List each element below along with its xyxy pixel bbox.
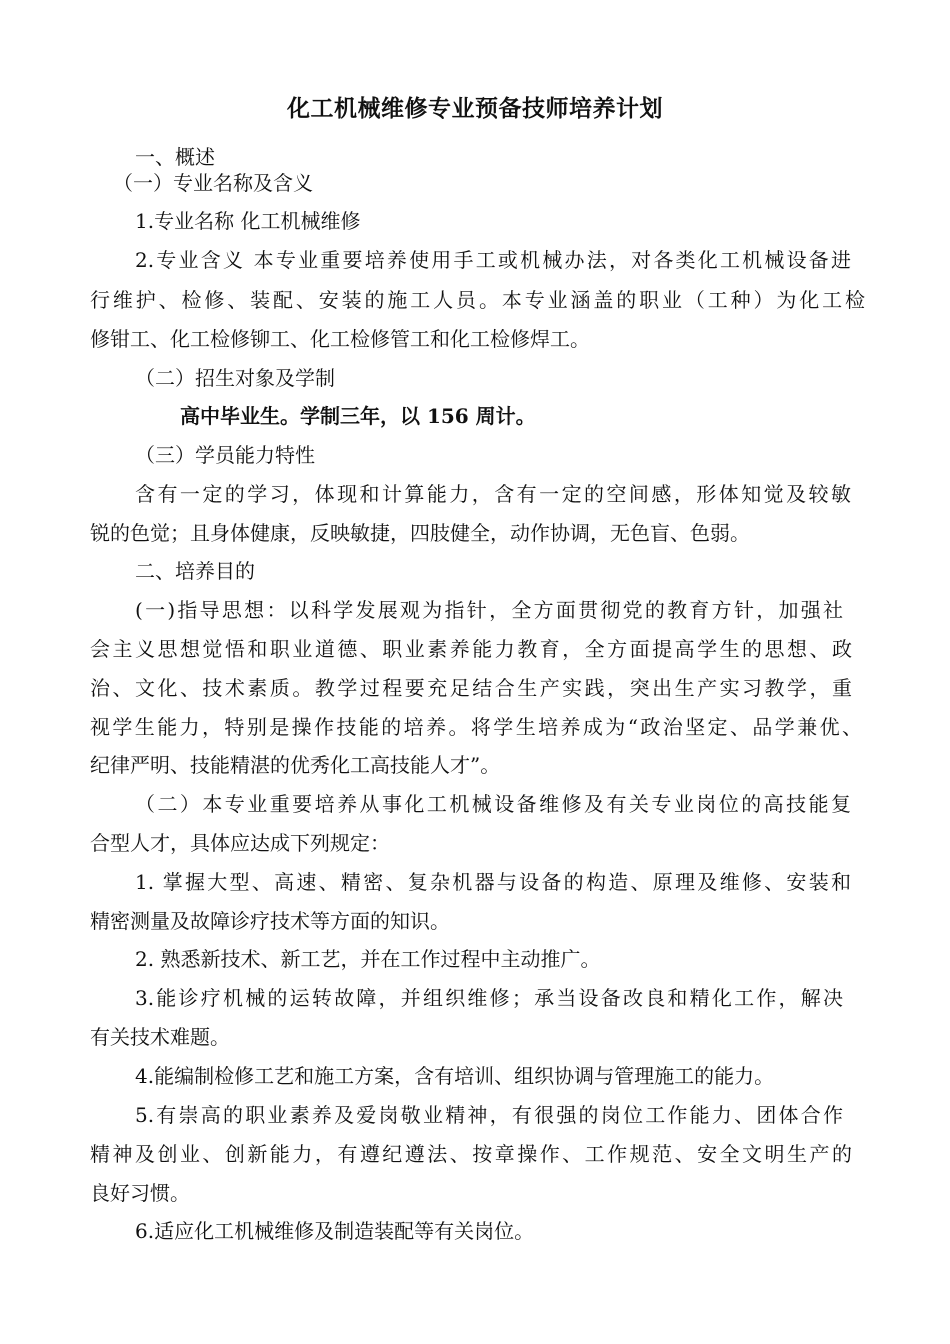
section-heading-goals: 二、培养目的 bbox=[135, 559, 255, 583]
paragraph-line: 视学生能力，特别是操作技能的培养。将学生培养成为“政治坚定、品学兼优、 bbox=[90, 715, 862, 739]
paragraph-line: 纪律严明、技能精湛的优秀化工高技能人才”。 bbox=[90, 753, 501, 777]
list-item-1-cont: 精密测量及故障诊疗技术等方面的知识。 bbox=[90, 909, 450, 933]
list-item-1: 1. 掌握大型、高速、精密、复杂机器与设备的构造、原理及维修、安装和 bbox=[135, 870, 851, 894]
subsection-heading-name: （一）专业名称及含义 bbox=[113, 171, 313, 195]
paragraph-line: 2.专业含义 本专业重要培养使用手工或机械办法，对各类化工机械设备进 bbox=[135, 248, 851, 272]
list-item-5: 5.有崇高的职业素养及爱岗敬业精神，有很强的岗位工作能力、团体合作 bbox=[135, 1103, 843, 1127]
list-item-2: 2. 熟悉新技术、新工艺，并在工作过程中主动推广。 bbox=[135, 947, 601, 971]
paragraph-line: 含有一定的学习，体现和计算能力，含有一定的空间感，形体知觉及较敏 bbox=[135, 482, 851, 506]
enrollment-statement: 高中毕业生。学制三年，以 156 周计。 bbox=[180, 404, 536, 428]
subsection-heading-enrollment: （二）招生对象及学制 bbox=[135, 366, 335, 390]
list-item-5-cont: 精神及创业、创新能力，有遵纪遵法、按章操作、工作规范、安全文明生产的 bbox=[90, 1142, 852, 1166]
list-item-3: 3.能诊疗机械的运转故障，并组织维修；承当设备改良和精化工作，解决 bbox=[135, 986, 843, 1010]
section-heading-overview: 一、概述 bbox=[135, 145, 215, 169]
paragraph-line: 锐的色觉；且身体健康，反映敏捷，四肢健全，动作协调，无色盲、色弱。 bbox=[90, 521, 750, 545]
subsection-heading-abilities: （三）学员能力特性 bbox=[135, 443, 315, 467]
paragraph-line: 合型人才，具体应达成下列规定： bbox=[90, 831, 390, 855]
list-item-3-cont: 有关技术难题。 bbox=[90, 1025, 230, 1049]
paragraph-line: （二）本专业重要培养从事化工机械设备维修及有关专业岗位的高技能复 bbox=[135, 792, 851, 816]
paragraph-line: (一)指导思想：以科学发展观为指针，全方面贯彻党的教育方针，加强社 bbox=[135, 598, 843, 622]
list-item-4: 4.能编制检修工艺和施工方案，含有培训、组织协调与管理施工的能力。 bbox=[135, 1064, 775, 1088]
list-item-5-cont: 良好习惯。 bbox=[90, 1181, 190, 1205]
paragraph-line: 会主义思想觉悟和职业道德、职业素养能力教育，全方面提高学生的思想、政 bbox=[90, 637, 852, 661]
list-item-6: 6.适应化工机械维修及制造装配等有关岗位。 bbox=[135, 1219, 535, 1243]
paragraph-line: 1.专业名称 化工机械维修 bbox=[135, 209, 361, 233]
paragraph-line: 治、文化、技术素质。教学过程要充足结合生产实践，突出生产实习教学，重 bbox=[90, 676, 852, 700]
paragraph-line: 行维护、检修、装配、安装的施工人员。本专业涵盖的职业（工种）为化工检 bbox=[90, 288, 865, 312]
paragraph-line: 修钳工、化工检修铆工、化工检修管工和化工检修焊工。 bbox=[90, 327, 590, 351]
document-title: 化工机械维修专业预备技师培养计划 bbox=[287, 95, 663, 122]
